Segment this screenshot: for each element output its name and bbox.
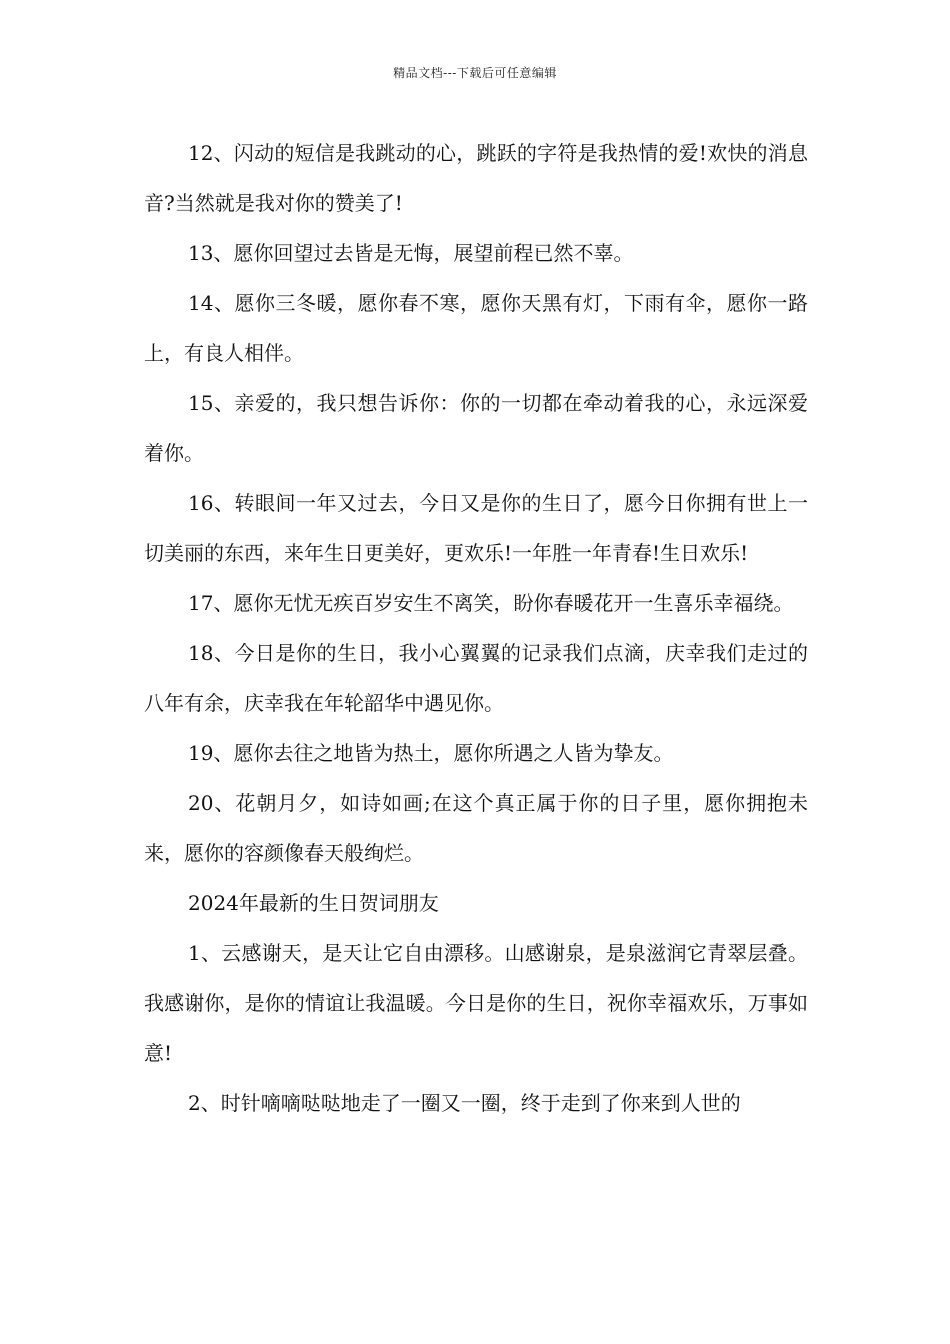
section-title: 2024年最新的生日贺词朋友	[188, 891, 439, 915]
paragraph-16: 16、转眼间一年又过去，今日又是你的生日了，愿今日你拥有世上一切美丽的东西，来年生日更美好，更欢乐!一年胜一年青春!生日欢乐!	[144, 491, 808, 565]
paragraph-20: 20、花朝月夕，如诗如画;在这个真正属于你的日子里，愿你拥抱未来，愿你的容颜像春天般绚烂。	[144, 791, 808, 865]
paragraph-15: 15、亲爱的，我只想告诉你：你的一切都在牵动着我的心，永远深爱着你。	[144, 391, 808, 465]
paragraph-12: 12、闪动的短信是我跳动的心，跳跃的字符是我热情的爱!欢快的消息音?当然就是我对你的赞美了!	[144, 141, 808, 215]
page-header: 精品文档---下载后可任意编辑	[393, 66, 557, 80]
paragraph-19: 19、愿你去往之地皆为热土，愿你所遇之人皆为挚友。	[188, 741, 674, 765]
paragraph-17: 17、愿你无忧无疾百岁安生不离笑，盼你春暖花开一生喜乐幸福绕。	[188, 591, 794, 615]
document-body	[144, 128, 808, 1128]
paragraph-b-1: 1、云感谢天，是天让它自由漂移。山感谢泉，是泉滋润它青翠层叠。我感谢你，是你的情谊让我温暖。今日是你的生日，祝你幸福欢乐，万事如意!	[144, 941, 808, 1065]
paragraph-13: 13、愿你回望过去皆是无悔，展望前程已然不辜。	[188, 241, 634, 265]
paragraph-14: 14、愿你三冬暖，愿你春不寒，愿你天黑有灯，下雨有伞，愿你一路上，有良人相伴。	[144, 291, 808, 365]
paragraph-18: 18、今日是你的生日，我小心翼翼的记录我们点滴，庆幸我们走过的八年有余，庆幸我在年轮韶华中遇见你。	[144, 641, 808, 715]
paragraph-b-2: 2、时针嘀嘀哒哒地走了一圈又一圈，终于走到了你来到人世的	[188, 1091, 741, 1115]
